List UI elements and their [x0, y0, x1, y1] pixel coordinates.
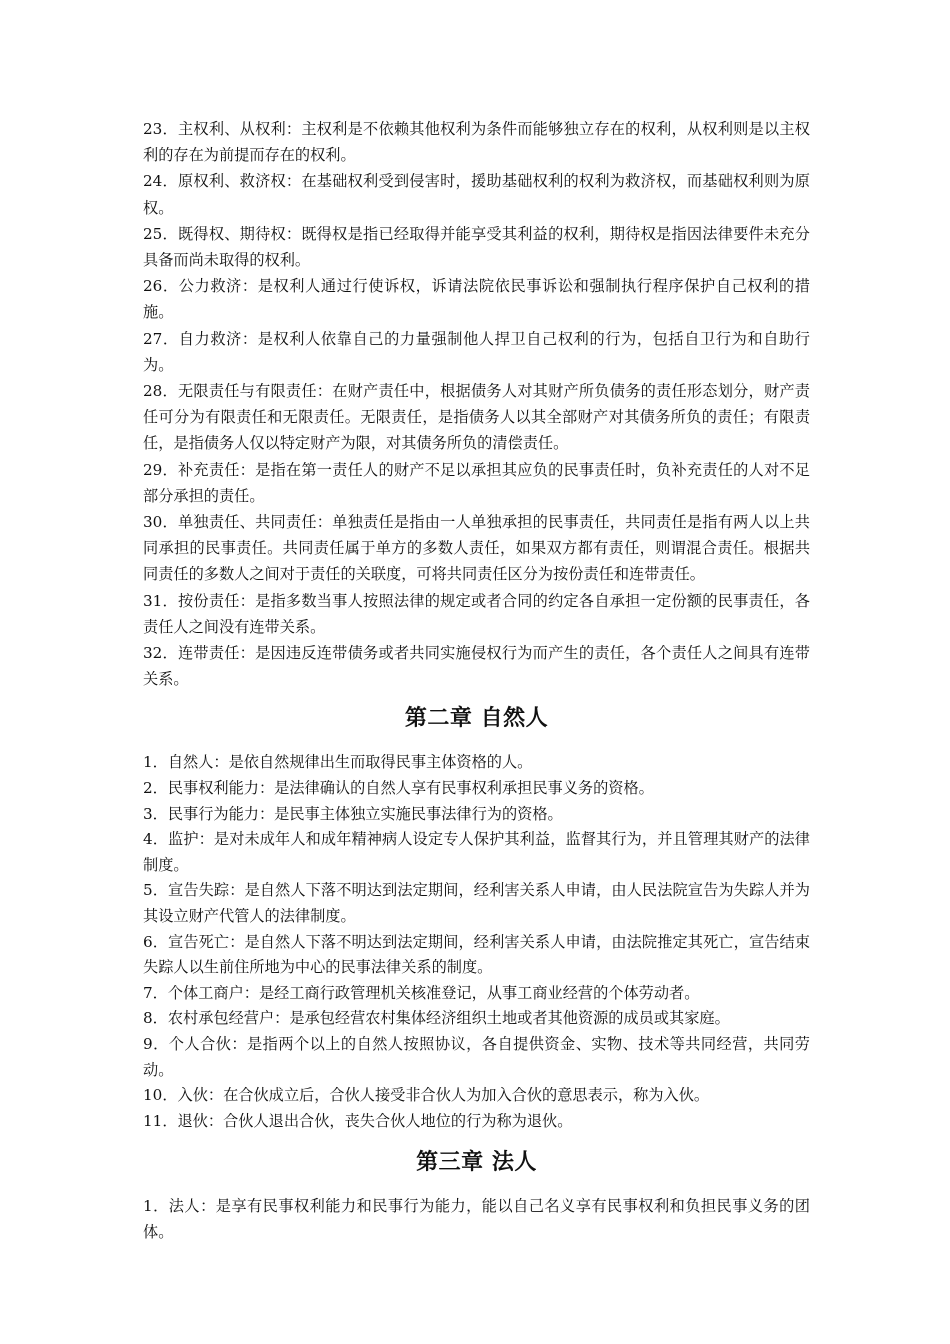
term-paragraph: 8．农村承包经营户：是承包经营农村集体经济组织土地或者其他资源的成员或其家庭。: [143, 1009, 730, 1028]
term-paragraph: 30．单独责任、共同责任：单独责任是指由一人单独承担的民事责任，共同责任是指有两人以上共同承担的民事责任。共同责任属于单方的多数人责任，如果双方都有责任，则谓混合责任。根据共同责任的多数人之间对于责任的关联度，可将共同责任区分为按份责任和连带责任。: [143, 513, 810, 584]
chapter-heading: 第三章 法人: [416, 1150, 537, 1176]
term-paragraph: 32．连带责任：是因违反连带债务或者共同实施侵权行为而产生的责任，各个责任人之间具有连带关系。: [143, 644, 810, 689]
term-paragraph: 1．法人：是享有民事权利能力和民事行为能力，能以自己名义享有民事权利和负担民事义务的团体。: [143, 1197, 810, 1241]
term-paragraph: 10．入伙：在合伙成立后，合伙人接受非合伙人为加入合伙的意思表示，称为入伙。: [143, 1086, 710, 1105]
term-paragraph: 6．宣告死亡：是自然人下落不明达到法定期间，经利害关系人申请，由法院推定其死亡，宣告结束失踪人以生前住所地为中心的民事法律关系的制度。: [143, 932, 810, 977]
term-paragraph: 3．民事行为能力：是民事主体独立实施民事法律行为的资格。: [143, 804, 563, 823]
term-paragraph: 31．按份责任：是指多数当事人按照法律的规定或者合同的约定各自承担一定份额的民事责任，各责任人之间没有连带关系。: [143, 591, 810, 636]
term-paragraph: 25．既得权、期待权：既得权是指已经取得并能享受其利益的权利，期待权是指因法律要件未充分具备而尚未取得的权利。: [143, 224, 810, 270]
term-paragraph: 24．原权利、救济权：在基础权利受到侵害时，援助基础权利的权利为救济权，而基础权利则为原权。: [143, 172, 810, 217]
term-paragraph: 5．宣告失踪：是自然人下落不明达到法定期间，经利害关系人申请，由人民法院宣告为失踪人并为其设立财产代管人的法律制度。: [143, 881, 810, 926]
chapter-heading: 第二章 自然人: [404, 706, 549, 732]
term-paragraph: 1．自然人：是依自然规律出生而取得民事主体资格的人。: [143, 753, 533, 772]
term-paragraph: 26．公力救济：是权利人通过行使诉权，诉请法院依民事诉讼和强制执行程序保护自己权利的措施。: [143, 277, 810, 322]
term-paragraph: 28．无限责任与有限责任：在财产责任中，根据债务人对其财产所负债务的责任形态划分，财产责任可分为有限责任和无限责任。无限责任，是指债务人以其全部财产对其债务所负的责任；有限责任，是指债务人仅以特定财产为限，对其债务所负的清偿责任。: [143, 382, 810, 453]
term-paragraph: 9．个人合伙：是指两个以上的自然人按照协议，各自提供资金、实物、技术等共同经营，共同劳动。: [143, 1035, 810, 1079]
term-paragraph: 29．补充责任：是指在第一责任人的财产不足以承担其应负的民事责任时，负补充责任的人对不足部分承担的责任。: [143, 460, 810, 505]
term-paragraph: 23．主权利、从权利：主权利是不依赖其他权利为条件而能够独立存在的权利，从权利则是以主权利的存在为前提而存在的权利。: [143, 120, 810, 165]
section-natural-person: [143, 750, 810, 1134]
term-paragraph: 27．自力救济：是权利人依靠自己的力量强制他人捍卫自己权利的行为，包括自卫行为和自助行为。: [143, 329, 810, 374]
term-paragraph: 2．民事权利能力：是法律确认的自然人享有民事权利承担民事义务的资格。: [143, 779, 654, 798]
term-paragraph: 7．个体工商户：是经工商行政管理机关核准登记，从事工商业经营的个体劳动者。: [143, 983, 700, 1002]
document-page: [143, 116, 810, 1246]
term-paragraph: 4．监护：是对未成年人和成年精神病人设定专人保护其利益，监督其行为，并且管理其财产的法律制度。: [143, 830, 810, 874]
term-paragraph: 11．退伙：合伙人退出合伙，丧失合伙人地位的行为称为退伙。: [143, 1111, 573, 1130]
section-general-terms: [143, 116, 810, 692]
section-legal-person: [143, 1194, 810, 1245]
